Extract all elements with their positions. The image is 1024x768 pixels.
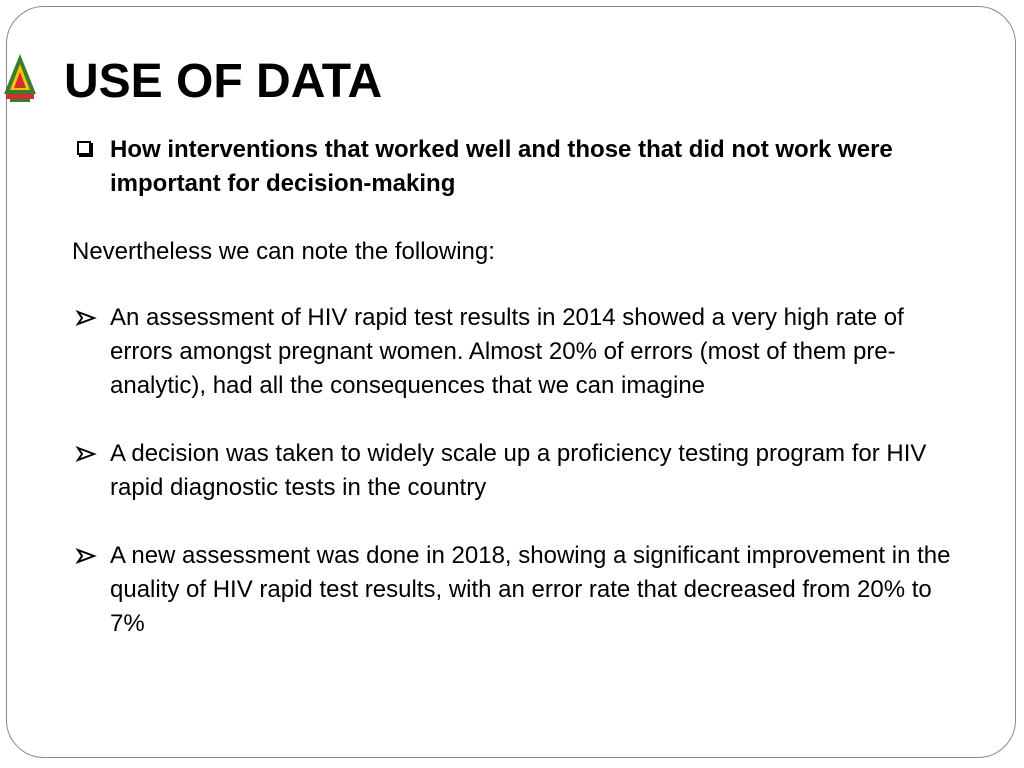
arrowhead-bullet-icon [74,539,100,573]
bullet-item [72,539,972,641]
bullet-text: An assessment of HIV rapid test results in 2014 showed a very high rate of errors amongst pregnant women. Almost 20% of errors (most of them pre-analytic), had all the consequences that we can imagine [110,304,904,399]
checkbox-square-icon [77,141,91,155]
slide-content [72,133,972,641]
bullet-item [72,437,972,505]
heading-bullet [72,133,972,201]
heading-bullet-text: How interventions that worked well and those that did not work were important for decision-making [110,136,893,197]
slide-title: USE OF DATA [64,55,383,108]
emblem-logo-icon [0,50,40,104]
bullet-text: A decision was taken to widely scale up a proficiency testing program for HIV rapid diagnostic tests in the country [110,440,927,501]
bullet-item [72,301,972,403]
bullet-text: A new assessment was done in 2018, showing a significant improvement in the quality of HIV rapid test results, with an error rate that decreased from 20% to 7% [110,542,951,637]
arrowhead-bullet-icon [74,437,100,471]
arrowhead-bullet-icon [74,301,100,335]
intro-text: Nevertheless we can note the following: [72,238,495,265]
